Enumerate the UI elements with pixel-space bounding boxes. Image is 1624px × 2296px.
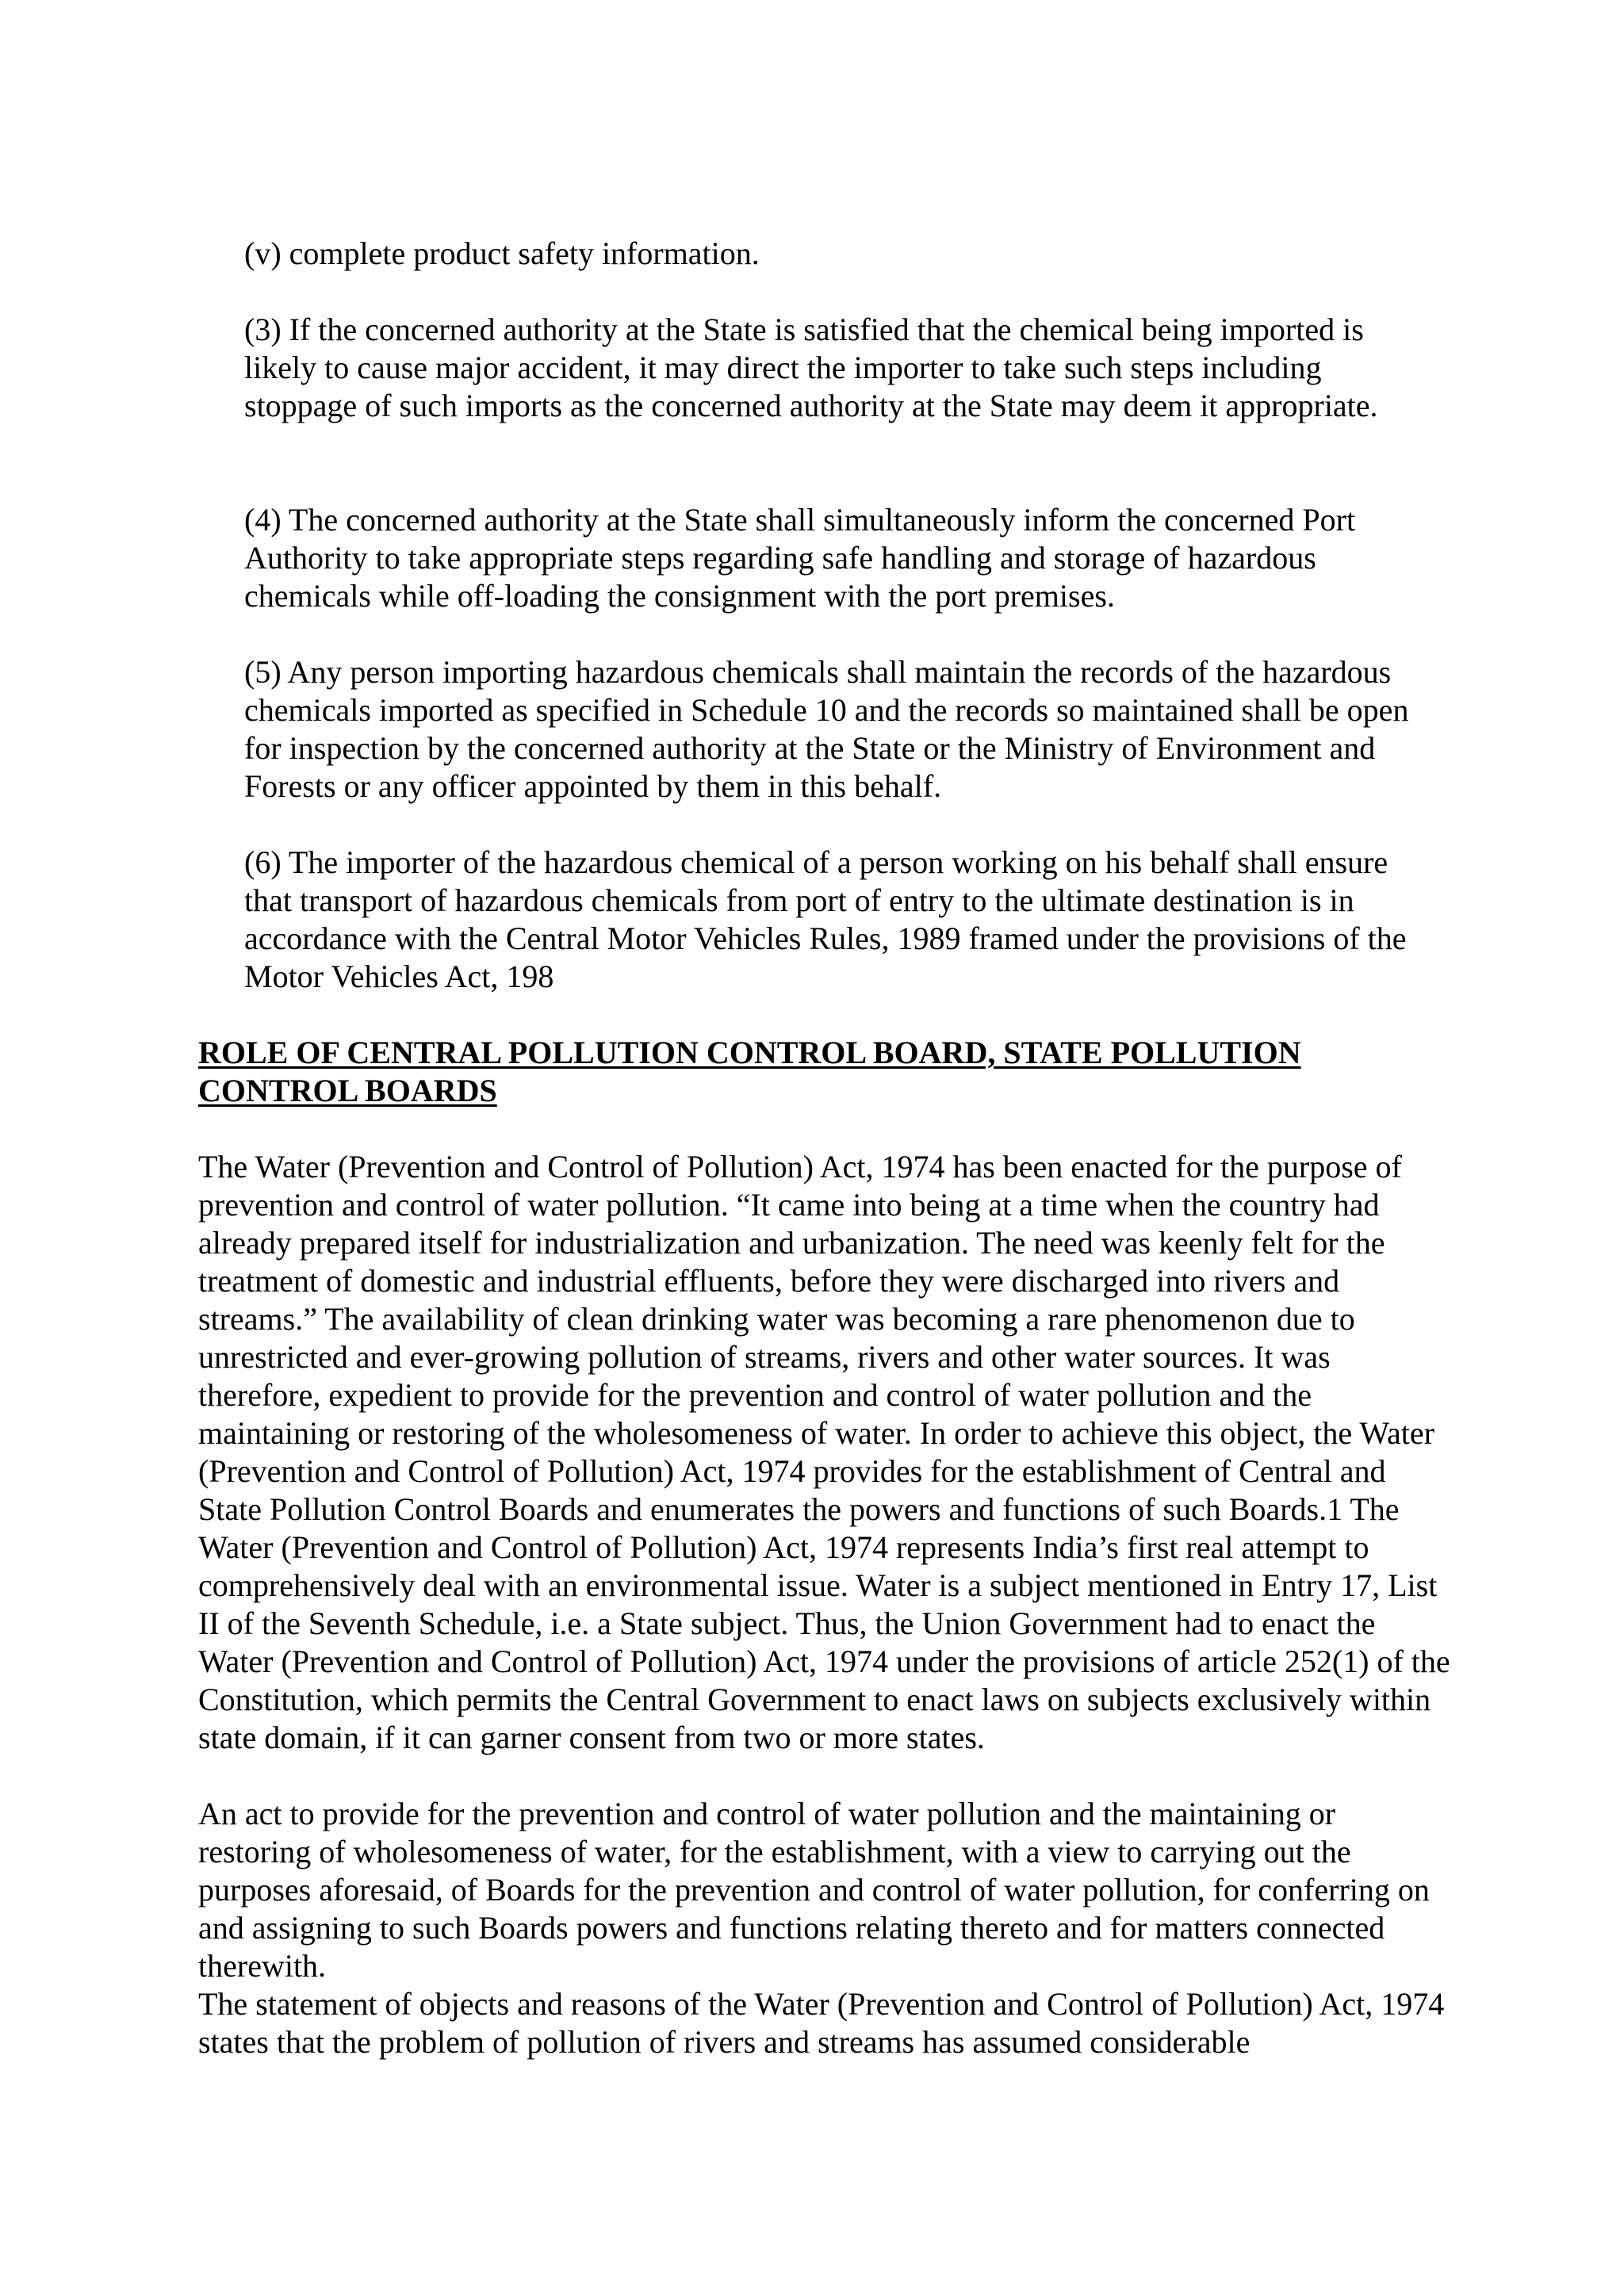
list-item-4: (4) The concerned authority at the State shall simultaneously inform the concerned Port Authority to take appropriate steps regarding safe handling and storage of hazardous chemicals while off-loading the consignment with the port premises.	[244, 502, 1356, 614]
body-paragraph-1: The Water (Prevention and Control of Pollution) Act, 1974 has been enacted for the purpose of prevention and control of water pollution. “It came into being at a time when the country had already prepared itself for industrialization and urbanization. The need was keenly felt for the treatment of domestic and industrial effluents, before they were discharged into rivers and streams.” The availability of clean drinking water was becoming a rare phenomenon due to unrestricted and ever-growing pollution of streams, rivers and other water sources. It was therefore, expedient to provide for the prevention and control of water pollution and the maintaining or restoring of the wholesomeness of water. In order to achieve this object, the Water (Prevention and Control of Pollution) Act, 1974 provides for the establishment of Central and State Pollution Control Boards and enumerates the powers and functions of such Boards.1 The Water (Prevention and Control of Pollution) Act, 1974 represents India’s first real attempt to comprehensively deal with an environmental issue. Water is a subject mentioned in Entry 17, List II of the Seventh Schedule, i.e. a State subject. Thus, the Union Government had to enact the Water (Prevention and Control of Pollution) Act, 1974 under the provisions of article 252(1) of the Constitution, which permits the Central Government to enact laws on subjects exclusively within state domain, if it can garner consent from two or more states.	[198, 1149, 1450, 1755]
list-item-v: (v) complete product safety information.	[244, 235, 760, 271]
section-heading: ROLE OF CENTRAL POLLUTION CONTROL BOARD, STATE POLLUTION CONTROL BOARDS	[198, 1035, 1301, 1108]
list-item-3: (3) If the concerned authority at the State is satisfied that the chemical being imported is likely to cause major accident, it may direct the importer to take such steps including stoppage of such imports as the concerned authority at the State may deem it appropriate.	[244, 312, 1378, 423]
body-paragraph-3: The statement of objects and reasons of the Water (Prevention and Control of Pollution) Act, 1974 states that the problem of pollution of rivers and streams has assumed considerable	[198, 1986, 1445, 2060]
body-paragraph-2: An act to provide for the prevention and control of water pollution and the maintaining or restoring of wholesomeness of water, for the establishment, with a view to carrying out the purposes aforesaid, of Boards for the prevention and control of water pollution, for conferring on and assigning to such Boards powers and functions relating thereto and for matters connected therewith.	[198, 1796, 1430, 1984]
list-item-5: (5) Any person importing hazardous chemicals shall maintain the records of the hazardous chemicals imported as specified in Schedule 10 and the records so maintained shall be open for inspection by the concerned authority at the State or the Ministry of Environment and Forests or any officer appointed by them in this behalf.	[244, 654, 1409, 804]
list-item-6: (6) The importer of the hazardous chemical of a person working on his behalf shall ensure that transport of hazardous chemicals from port of entry to the ultimate destination is in accordance with the Central Motor Vehicles Rules, 1989 framed under the provisions of the Motor Vehicles Act, 198	[244, 844, 1407, 994]
